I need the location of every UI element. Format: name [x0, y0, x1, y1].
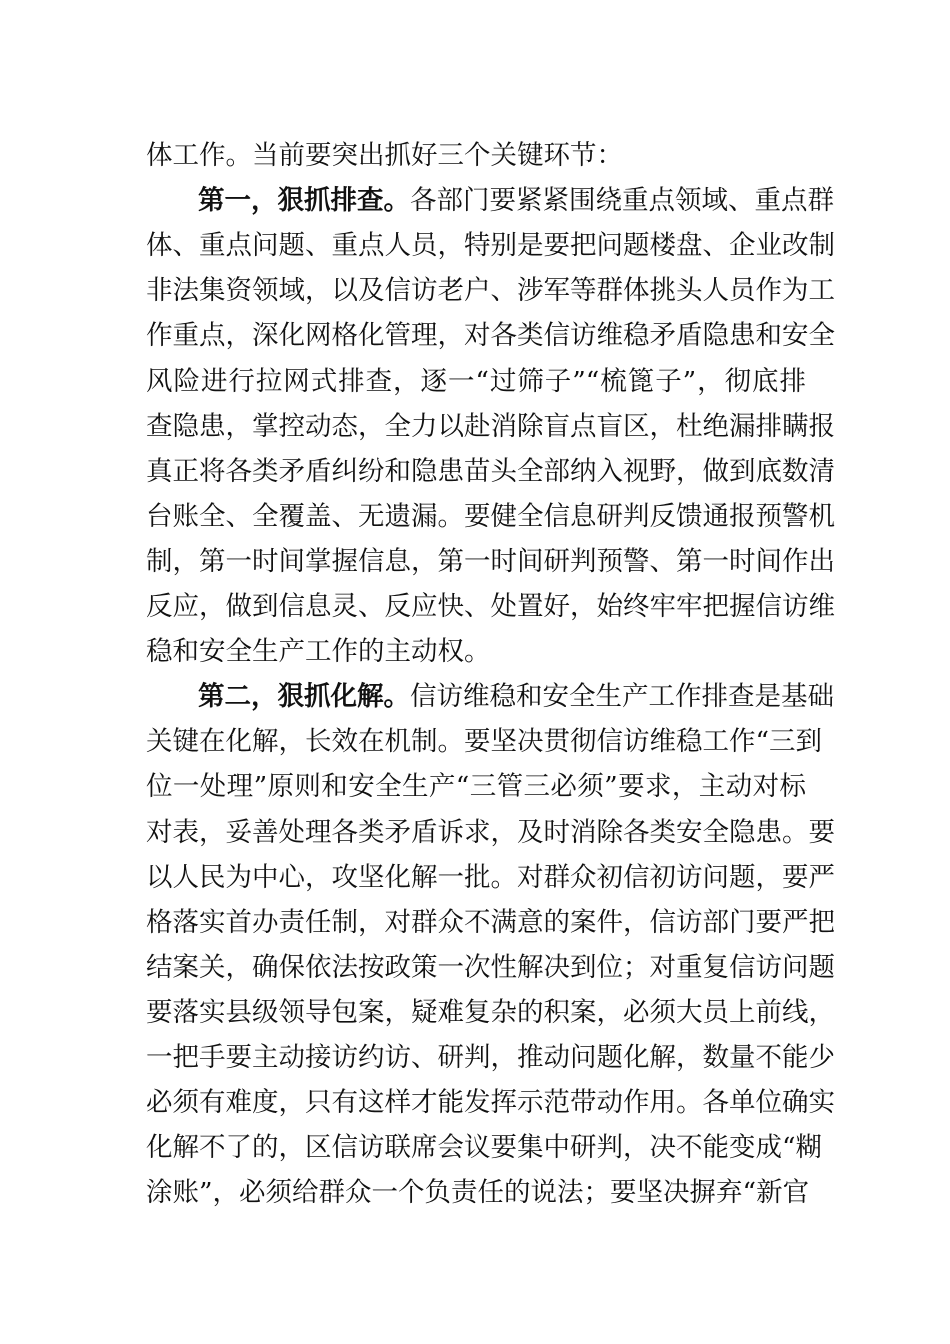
text-line [146, 629, 806, 674]
line-text: 涂账”，必须给群众一个负责任的说法；要坚决摒弃“新官 [146, 1177, 810, 1209]
text-line [146, 1080, 835, 1125]
line-text: 制，第一时间掌握信息，第一时间研判预警、第一时间作出 [146, 545, 835, 577]
line-text: 化解不了的，区信访联席会议要集中研判，决不能变成“糊 [146, 1132, 823, 1164]
text-line [146, 945, 835, 990]
text-line [146, 719, 823, 764]
line-text: 信访维稳和安全生产工作排查是基础 [410, 681, 834, 713]
text-line [146, 133, 806, 178]
text-line [146, 1170, 810, 1215]
line-text: 反应，做到信息灵、反应快、处置好，始终牢牢把握信访维 [146, 591, 835, 622]
line-text: 结案关，确保依法按政策一次性解决到位；对重复信访问题 [146, 951, 835, 983]
line-text: 对表，妥善处理各类矛盾诉求，及时消除各类安全隐患。要 [146, 816, 835, 848]
line-text: 关键在化解，长效在机制。要坚决贯彻信访维稳工作“三到 [146, 726, 823, 758]
line-text: 风险进行拉网式排查，逐一“过筛子”“梳篦子”，彻底排 [146, 365, 806, 397]
text-line [146, 539, 835, 584]
line-text: 各部门要紧紧围绕重点领域、重点群 [410, 185, 834, 217]
text-line [146, 1035, 835, 1080]
text-line [146, 810, 835, 855]
text-line [146, 855, 835, 900]
line-text: 非法集资领域，以及信访老户、涉军等群体挑头人员作为工 [146, 275, 835, 307]
line-text: 位一处理”原则和安全生产“三管三必须”要求，主动对标 [146, 771, 806, 803]
text-line [198, 178, 834, 223]
text-line [146, 1125, 823, 1170]
text-line [146, 449, 835, 494]
line-text: 稳和安全生产工作的主动权。 [146, 636, 491, 668]
line-text: 查隐患，掌控动态，全力以赴消除盲点盲区，杜绝漏排瞒报 [146, 410, 835, 442]
line-text: 格落实首办责任制，对群众不满意的案件，信访部门要严把 [146, 906, 835, 938]
line-text: 要落实县级领导包案，疑难复杂的积案，必须大员上前线， [146, 996, 835, 1028]
text-line [146, 900, 835, 945]
line-text: 真正将各类矛盾纠纷和隐患苗头全部纳入视野，做到底数清 [146, 455, 835, 487]
line-text: 台账全、全覆盖、无遗漏。要健全信息研判反馈通报预警机 [146, 500, 835, 532]
line-text: 必须有难度，只有这样才能发挥示范带动作用。各单位确实 [146, 1087, 835, 1119]
text-line [146, 764, 806, 809]
text-line [146, 313, 835, 358]
text-line [198, 674, 834, 719]
text-line [146, 359, 806, 404]
text-line [146, 404, 835, 449]
line-text: 体、重点问题、重点人员，特别是要把问题楼盘、企业改制 [146, 230, 835, 262]
line-text: 以人民为中心，攻坚化解一批。对群众初信初访问题，要严 [146, 861, 835, 893]
paragraph-heading: 第一，狠抓排查。 [198, 185, 410, 217]
text-line [146, 990, 835, 1035]
line-text: 一把手要主动接访约访、研判，推动问题化解，数量不能少 [146, 1042, 835, 1073]
paragraph-heading: 第二，狠抓化解。 [198, 681, 410, 713]
text-line [146, 494, 835, 539]
line-text: 作重点，深化网格化管理，对各类信访维稳矛盾隐患和安全 [146, 320, 835, 352]
text-line [146, 584, 835, 629]
text-line [146, 268, 835, 313]
line-text: 体工作。当前要突出抓好三个关键环节： [146, 140, 623, 171]
text-line [146, 223, 835, 268]
